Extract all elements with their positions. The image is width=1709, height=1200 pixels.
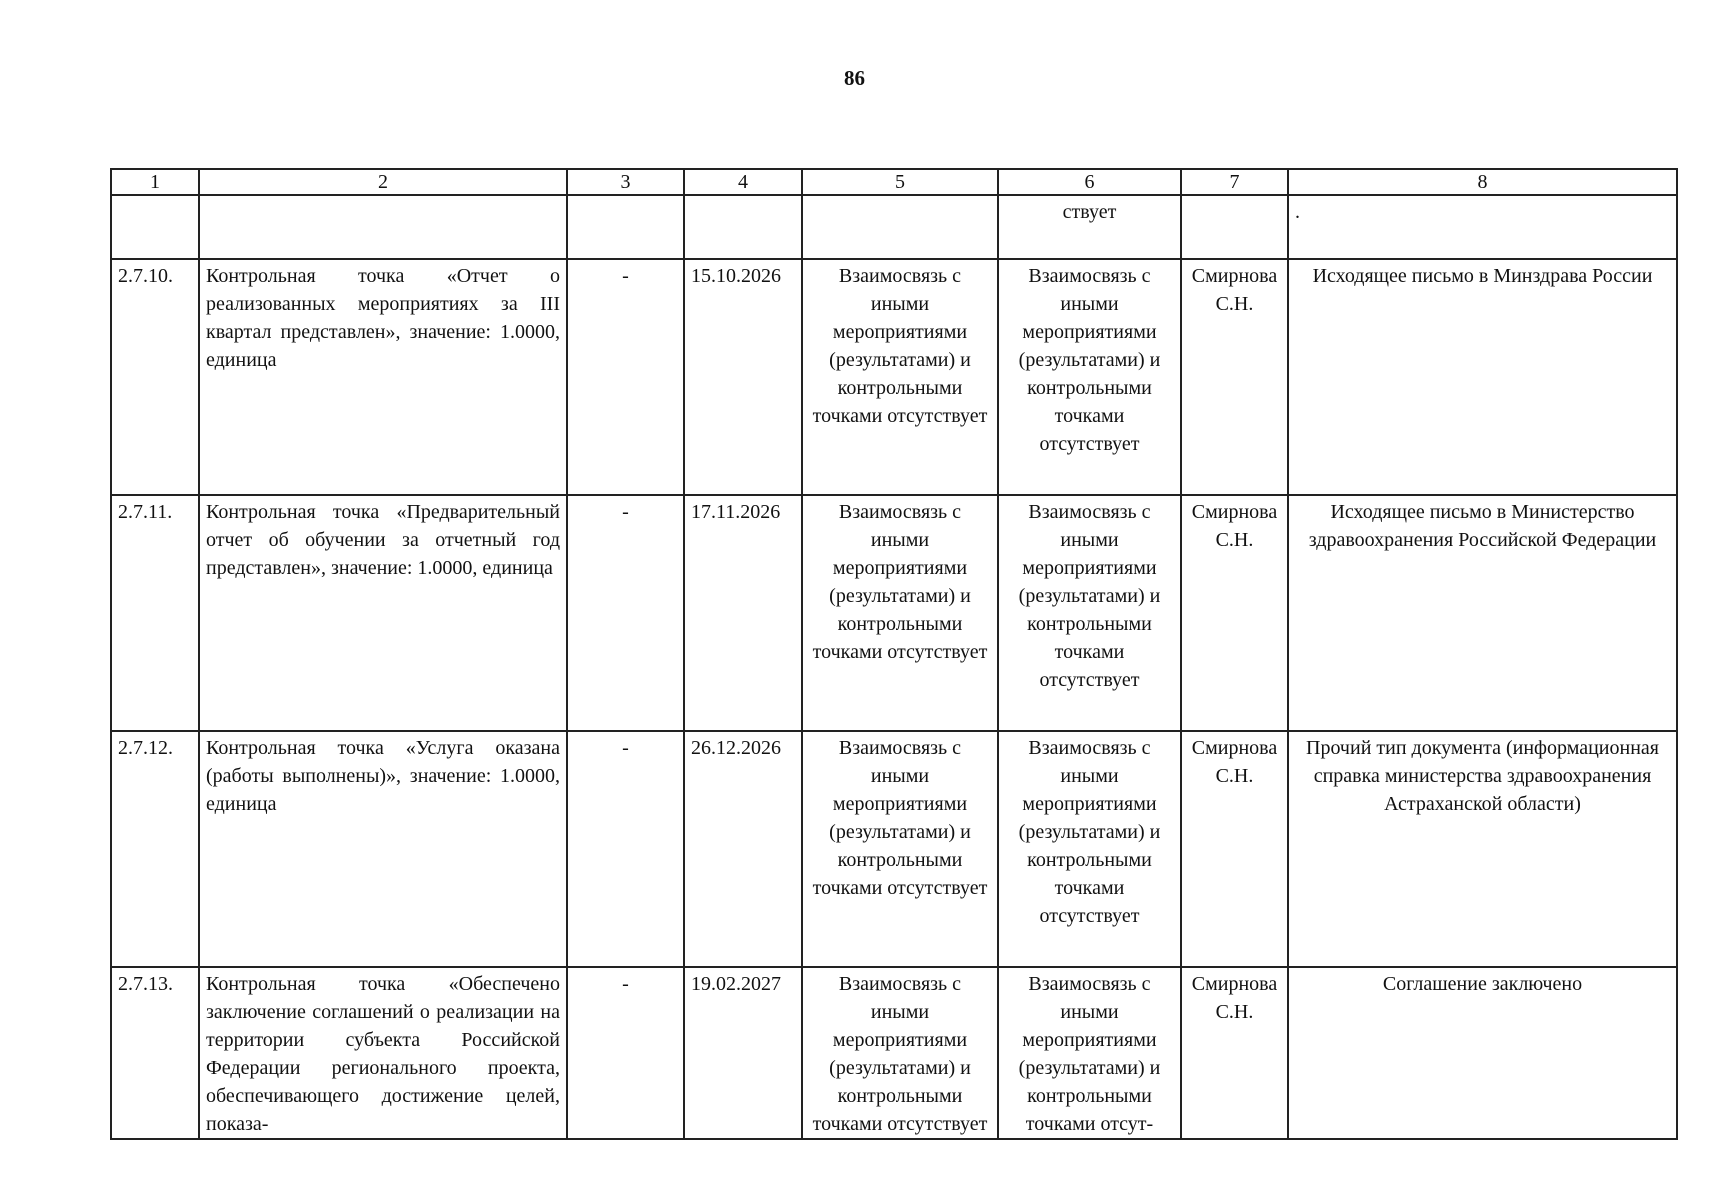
cell-name: Контрольная точка «Услуга оказана (работы выполнены)», значение: 1.0000, единица xyxy=(199,731,567,967)
cell-responsible xyxy=(1181,195,1288,259)
header-row xyxy=(111,169,1677,195)
cell-col3 xyxy=(567,195,684,259)
cell-document: Соглашение заключено xyxy=(1288,967,1677,1139)
cell-document: Прочий тип документа (информационная справка министерства здравоохранения Астраханской области) xyxy=(1288,731,1677,967)
cell-col5: Взаимосвязь с иными мероприятиями (результатами) и контрольными точками отсутствует xyxy=(802,259,998,495)
cell-col5: Взаимосвязь с иными мероприятиями (результатами) и контрольными точками отсутствует xyxy=(802,731,998,967)
table-row xyxy=(111,495,1677,731)
cell-document: . xyxy=(1288,195,1677,259)
cell-document: Исходящее письмо в Минздрава России xyxy=(1288,259,1677,495)
cell-col5 xyxy=(802,195,998,259)
cell-responsible: Смирнова С.Н. xyxy=(1181,731,1288,967)
page-number: 86 xyxy=(844,66,865,90)
cell-number: 2.7.12. xyxy=(111,731,199,967)
cell-name xyxy=(199,195,567,259)
header-col-7: 7 xyxy=(1181,169,1288,195)
cell-responsible: Смирнова С.Н. xyxy=(1181,967,1288,1139)
cell-col3: - xyxy=(567,967,684,1139)
table-row xyxy=(111,967,1677,1139)
continuation-row xyxy=(111,195,1677,259)
header-col-6: 6 xyxy=(998,169,1181,195)
cell-col3: - xyxy=(567,495,684,731)
cell-col3: - xyxy=(567,259,684,495)
cell-col3: - xyxy=(567,731,684,967)
cell-col5: Взаимосвязь с иными мероприятиями (результатами) и контрольными точками отсутствует xyxy=(802,967,998,1139)
plan-table xyxy=(110,168,1678,1140)
header-col-2: 2 xyxy=(199,169,567,195)
cell-number: 2.7.10. xyxy=(111,259,199,495)
cell-col6: Взаимосвязь с иными мероприятиями (результатами) и контрольными точками отсутствует xyxy=(998,495,1181,731)
header-col-5: 5 xyxy=(802,169,998,195)
cell-date: 19.02.2027 xyxy=(684,967,802,1139)
cell-name: Контрольная точка «Предварительный отчет об обучении за отчетный год представлен», значение: 1.0000, единица xyxy=(199,495,567,731)
cell-col6: ствует xyxy=(998,195,1181,259)
cell-col6: Взаимосвязь с иными мероприятиями (результатами) и контрольными точками отсутствует xyxy=(998,731,1181,967)
cell-document: Исходящее письмо в Министерство здравоохранения Российской Федерации xyxy=(1288,495,1677,731)
cell-date: 26.12.2026 xyxy=(684,731,802,967)
cell-date: 15.10.2026 xyxy=(684,259,802,495)
cell-responsible: Смирнова С.Н. xyxy=(1181,259,1288,495)
header-col-3: 3 xyxy=(567,169,684,195)
header-col-8: 8 xyxy=(1288,169,1677,195)
header-col-1: 1 xyxy=(111,169,199,195)
cell-name: Контрольная точка «Отчет о реализованных мероприятиях за III квартал представлен», значение: 1.0000, единица xyxy=(199,259,567,495)
cell-name: Контрольная точка «Обеспечено заключение соглашений о реализации на территории субъекта Российской Федерации регионального проекта, обеспечивающего достижение целей, показа- xyxy=(199,967,567,1139)
cell-col5: Взаимосвязь с иными мероприятиями (результатами) и контрольными точками отсутствует xyxy=(802,495,998,731)
cell-number: 2.7.11. xyxy=(111,495,199,731)
table-row xyxy=(111,731,1677,967)
cell-date xyxy=(684,195,802,259)
cell-date: 17.11.2026 xyxy=(684,495,802,731)
header-col-4: 4 xyxy=(684,169,802,195)
cell-responsible: Смирнова С.Н. xyxy=(1181,495,1288,731)
cell-number xyxy=(111,195,199,259)
cell-col6: Взаимосвязь с иными мероприятиями (результатами) и контрольными точками отсутствует xyxy=(998,259,1181,495)
cell-col6: Взаимосвязь с иными мероприятиями (результатами) и контрольными точками отсут- xyxy=(998,967,1181,1139)
table-row xyxy=(111,259,1677,495)
cell-number: 2.7.13. xyxy=(111,967,199,1139)
